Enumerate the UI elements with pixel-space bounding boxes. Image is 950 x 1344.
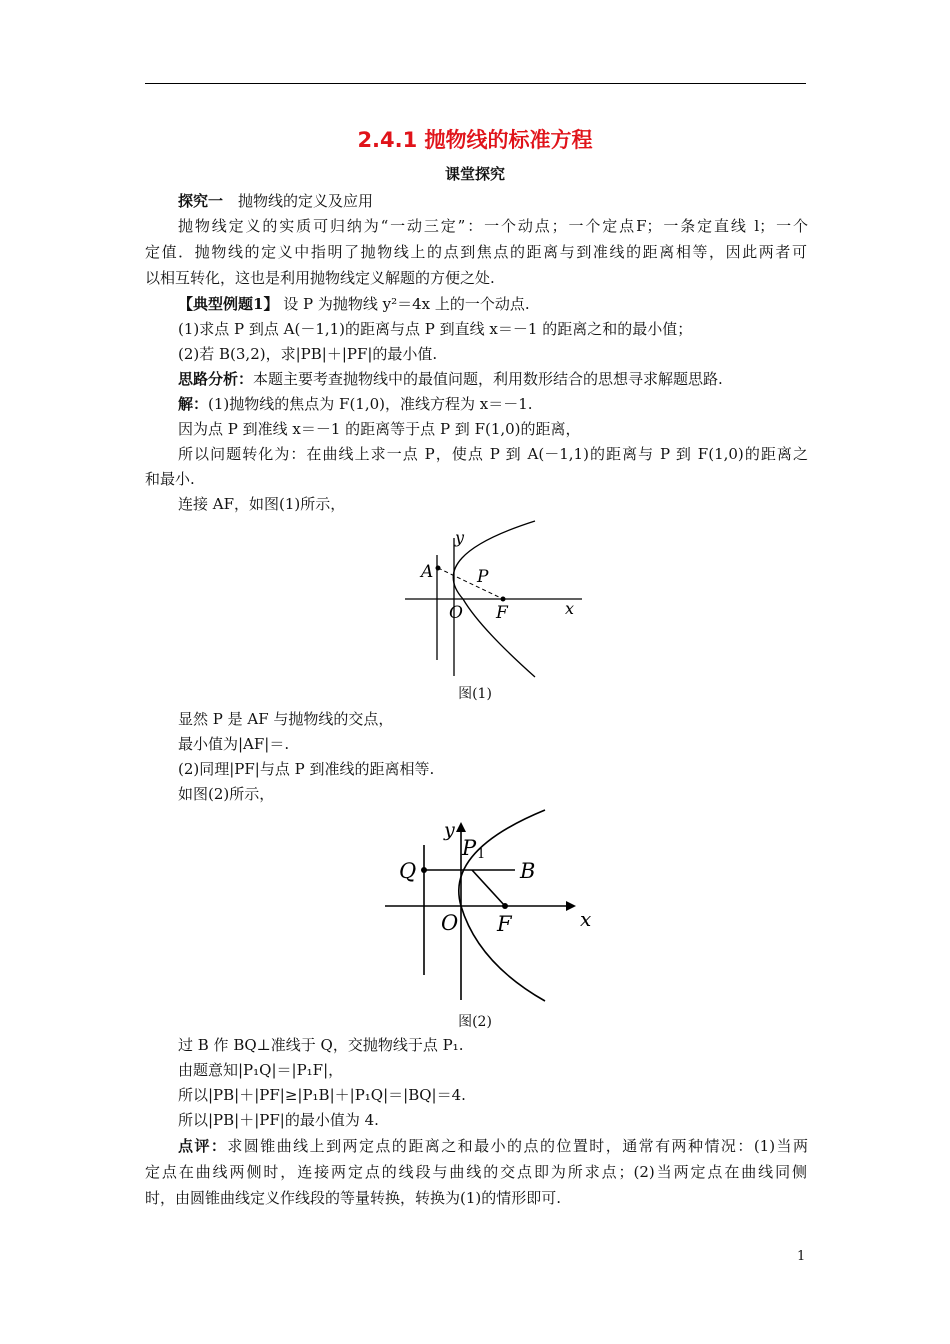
text-line: 定点在曲线两侧时，连接两定点的线段与曲线的交点即为所求点；(2)当两定点在曲线同侧	[145, 1163, 807, 1181]
section-subtitle: 课堂探究	[444, 165, 505, 183]
label-x: x	[580, 907, 592, 931]
figure-2-caption: 图(2)	[458, 1014, 492, 1030]
label-b: B	[520, 859, 536, 883]
header-rule	[145, 83, 806, 84]
point-q	[421, 867, 427, 873]
text-line: 解：(1)抛物线的焦点为 F(1,0)，准线方程为 x＝－1.	[178, 395, 533, 413]
figure-2	[380, 806, 605, 1006]
text-line: 所以问题转化为：在曲线上求一点 P，使点 P 到 A(－1,1)的距离与 P 到 F(1,0)的距离之	[178, 445, 808, 463]
figure-1-caption: 图(1)	[458, 686, 492, 702]
text-line: 连接 AF，如图(1)所示，	[178, 495, 346, 513]
label-f: F	[496, 603, 508, 623]
text-line: (1)求点 P 到点 A(－1,1)的距离与点 P 到直线 x＝－1 的距离之和的最小值；	[178, 320, 693, 338]
page-number: 1	[797, 1249, 806, 1264]
text-line: 所以|PB|＋|PF|≥|P₁B|＋|P₁Q|＝|BQ|＝4.	[178, 1086, 466, 1104]
text-line: 由题意知|P₁Q|＝|P₁F|，	[178, 1061, 344, 1079]
text-line: 显然 P 是 AF 与抛物线的交点，	[178, 710, 394, 728]
label-x: x	[565, 599, 575, 618]
label-a: A	[421, 562, 434, 582]
label-p1-subscript: 1	[477, 847, 486, 862]
label-y: y	[455, 528, 465, 547]
text-line: (2)若 B(3,2)，求|PB|＋|PF|的最小值.	[178, 345, 438, 363]
page-title: 2.4.1 抛物线的标准方程	[357, 128, 593, 152]
text-line: 以相互转化，这也是利用抛物线定义解题的方便之处.	[145, 269, 495, 287]
figure-1	[400, 518, 590, 682]
text-line: 和最小.	[145, 470, 195, 488]
x-arrow	[566, 901, 576, 911]
label-y: y	[444, 819, 455, 841]
text-line: 如图(2)所示，	[178, 785, 275, 803]
text-line: 抛物线定义的实质可归纳为“一动三定”：一个动点；一个定点F；一条定直线 l；一个	[178, 217, 808, 235]
segment-af	[438, 568, 503, 599]
label-o: O	[449, 603, 463, 623]
text-line: 所以|PB|＋|PF|的最小值为 4.	[178, 1111, 379, 1129]
text-line: 思路分析：本题主要考查抛物线中的最值问题，利用数形结合的思想寻求解题思路.	[178, 370, 723, 388]
text-line: 过 B 作 BQ⊥准线于 Q，交抛物线于点 P₁.	[178, 1036, 464, 1054]
point-a	[436, 566, 441, 571]
text-line: 探究一 抛物线的定义及应用	[178, 192, 374, 210]
text-line: (2)同理|PF|与点 P 到准线的距离相等.	[178, 760, 435, 778]
label-f: F	[497, 912, 512, 936]
text-line: 【典型例题1】 设 P 为抛物线 y²＝4x 上的一个动点.	[178, 295, 530, 313]
text-line: 因为点 P 到准线 x＝－1 的距离等于点 P 到 F(1,0)的距离，	[178, 420, 581, 438]
label-p: P	[477, 567, 489, 587]
point-f	[502, 903, 508, 909]
text-line: 定值．抛物线的定义中指明了抛物线上的点到焦点的距离与到准线的距离相等，因此两者可	[145, 243, 807, 261]
segment-p1f	[472, 870, 505, 906]
point-f	[501, 597, 506, 602]
label-q: Q	[399, 859, 417, 883]
label-o: O	[441, 911, 459, 935]
label-p1: P	[462, 836, 477, 860]
text-line: 点评：求圆锥曲线上到两定点的距离之和最小的点的位置时，通常有两种情况：(1)当两	[178, 1137, 808, 1155]
text-line: 最小值为|AF|＝.	[178, 735, 290, 753]
y-arrow	[456, 822, 466, 832]
text-line: 时，由圆锥曲线定义作线段的等量转换，转换为(1)的情形即可.	[145, 1189, 562, 1207]
